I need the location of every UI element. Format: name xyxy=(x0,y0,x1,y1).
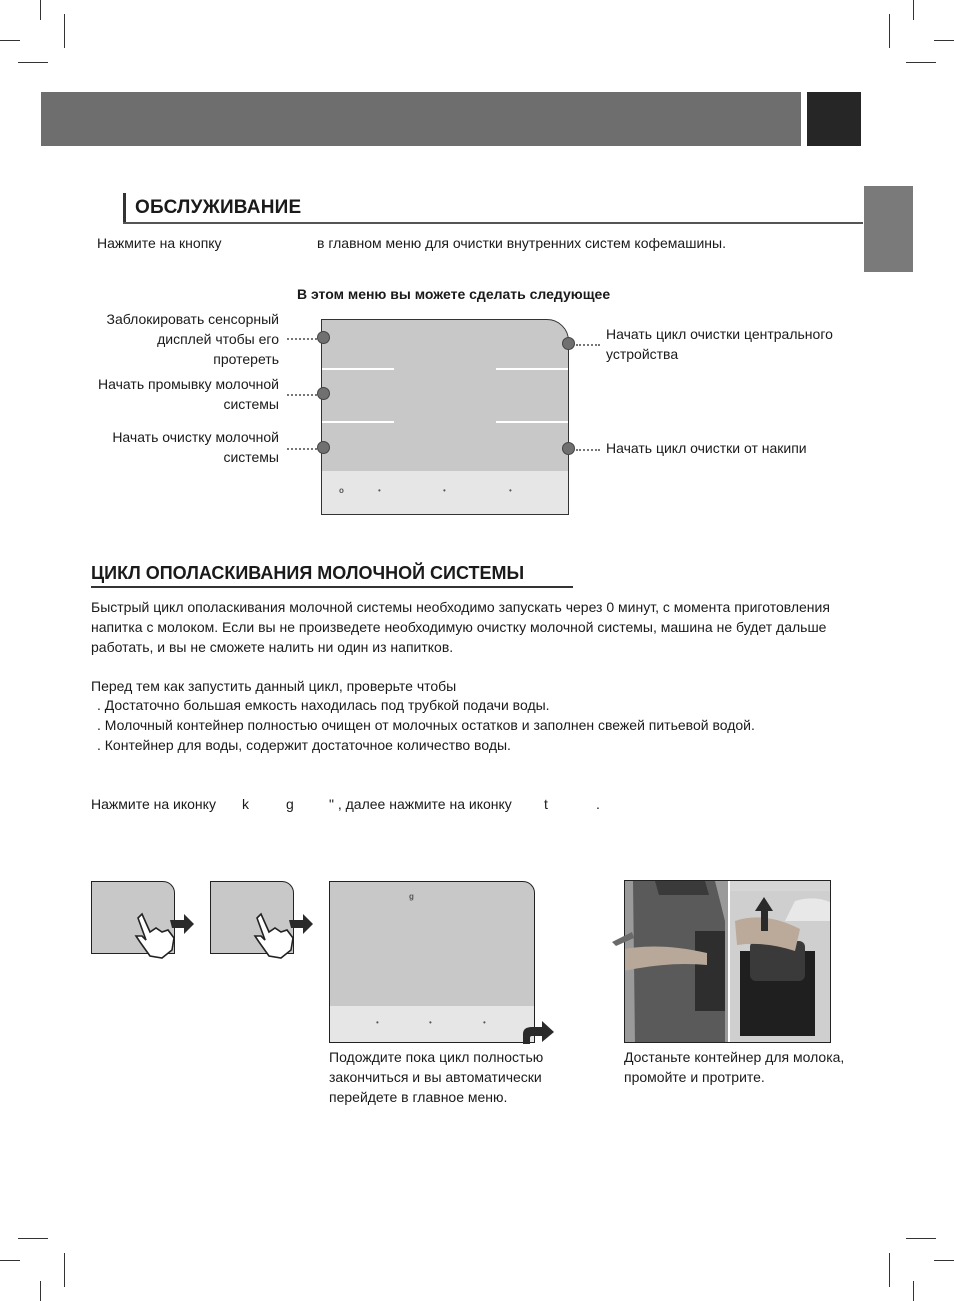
crop-mark xyxy=(64,1253,65,1287)
crop-mark xyxy=(913,0,914,20)
machine-illustration xyxy=(625,881,831,1043)
screen-bottom-mark: • xyxy=(429,1018,432,1027)
leader-line xyxy=(576,449,600,451)
label-milk-clean: Начать очистку молочной системы xyxy=(112,429,279,465)
label-milk-rinse: Начать промывку молочной системы xyxy=(98,376,279,412)
menu-separator xyxy=(322,368,394,370)
photo-arrow-icon xyxy=(612,930,636,946)
instruction-part: g xyxy=(286,796,294,812)
crop-mark xyxy=(0,40,20,41)
crop-mark xyxy=(64,14,65,48)
menu-separator xyxy=(322,421,394,423)
header-page-box xyxy=(807,92,861,146)
screen-mark: g xyxy=(409,892,414,901)
callout-dot xyxy=(317,387,330,400)
label-lock-display: Заблокировать сенсорный дисплей чтобы его протереть xyxy=(106,311,279,367)
section-title-milk-rinse: ЦИКЛ ОПОЛАСКИВАНИЯ МОЛОЧНОЙ СИСТЕМЫ xyxy=(91,563,525,583)
callout-dot xyxy=(562,337,575,350)
crop-mark xyxy=(0,1260,20,1261)
screen-bottom-mark: • xyxy=(509,486,512,495)
caption-wait: Подождите пока цикл полностью закончиться и вы автоматически перейдете в главное меню. xyxy=(329,1049,544,1105)
side-language-tab xyxy=(864,186,913,272)
screen-bottom-mark: o xyxy=(339,486,344,495)
intro-text-left: Нажмите на кнопку xyxy=(97,235,222,251)
leader-line xyxy=(287,448,317,450)
paragraph-check-intro: Перед тем как запустить данный цикл, проверьте чтобы xyxy=(91,678,457,694)
crop-mark xyxy=(913,1281,914,1301)
instruction-part: Нажмите на иконку xyxy=(91,796,216,812)
crop-mark xyxy=(40,0,41,20)
checklist-item: . Достаточно большая емкость находилась под трубкой подачи воды. xyxy=(97,697,550,713)
screen-bottom-mark: • xyxy=(378,486,381,495)
label-brew-unit-clean: Начать цикл очистки центрального устройства xyxy=(606,326,833,362)
hand-tap-icon xyxy=(247,902,315,960)
leader-line xyxy=(287,338,317,340)
paragraph-intro: Быстрый цикл ополаскивания молочной системы необходимо запускать через 0 минут, с момента приготовления напитка с молоком. Если вы не произведете необходимую очистку молочной системы, машина не будет дальше работать, и вы не сможете налить ни один из напитков. xyxy=(91,599,830,655)
crop-mark xyxy=(934,40,954,41)
caption-remove: Достаньте контейнер для молока, промойте и протрите. xyxy=(624,1049,845,1085)
header-bar xyxy=(41,92,801,146)
screen-bottom-mark: • xyxy=(376,1018,379,1027)
crop-mark xyxy=(934,1260,954,1261)
crop-mark xyxy=(18,62,48,63)
checklist xyxy=(97,695,755,755)
callout-dot xyxy=(317,441,330,454)
callout-dot xyxy=(317,331,330,344)
screen-bottom-bar xyxy=(322,471,568,514)
section-title-maintenance: ОБСЛУЖИВАНИЕ xyxy=(135,197,302,218)
crop-mark xyxy=(889,1253,890,1287)
crop-mark xyxy=(906,1238,936,1239)
step-screen-progress xyxy=(329,881,535,1043)
crop-mark xyxy=(906,62,936,63)
intro-text-right: в главном меню для очистки внутренних систем кофемашины. xyxy=(317,235,726,251)
leader-line xyxy=(287,394,317,396)
instruction-part: " , далее нажмите на иконку xyxy=(329,796,512,812)
section-rule xyxy=(91,586,573,588)
milk-container-photo xyxy=(624,880,831,1043)
instruction-part: . xyxy=(596,796,600,812)
checklist-item: . Молочный контейнер полностью очищен от молочных остатков и заполнен свежей питьевой водой. xyxy=(97,717,755,733)
instruction-part: t xyxy=(544,796,548,812)
callout-dot xyxy=(562,442,575,455)
screen-bottom-mark: • xyxy=(483,1018,486,1027)
menu-separator xyxy=(496,368,568,370)
menu-separator xyxy=(496,421,568,423)
curved-arrow-icon xyxy=(520,1020,556,1046)
section-rule xyxy=(123,222,863,224)
crop-mark xyxy=(18,1238,48,1239)
screen-bottom-mark: • xyxy=(443,486,446,495)
screen-bottom-bar xyxy=(330,1006,534,1042)
instruction-part: k xyxy=(242,796,249,812)
crop-mark xyxy=(40,1281,41,1301)
maintenance-screen xyxy=(321,319,569,515)
checklist-item: . Контейнер для воды, содержит достаточное количество воды. xyxy=(97,737,511,753)
label-descale: Начать цикл очистки от накипи xyxy=(606,440,807,456)
menu-heading: В этом меню вы можете сделать следующее xyxy=(297,286,611,302)
section-marker xyxy=(123,193,126,223)
leader-line xyxy=(576,344,600,346)
hand-tap-icon xyxy=(128,902,196,960)
crop-mark xyxy=(889,14,890,48)
